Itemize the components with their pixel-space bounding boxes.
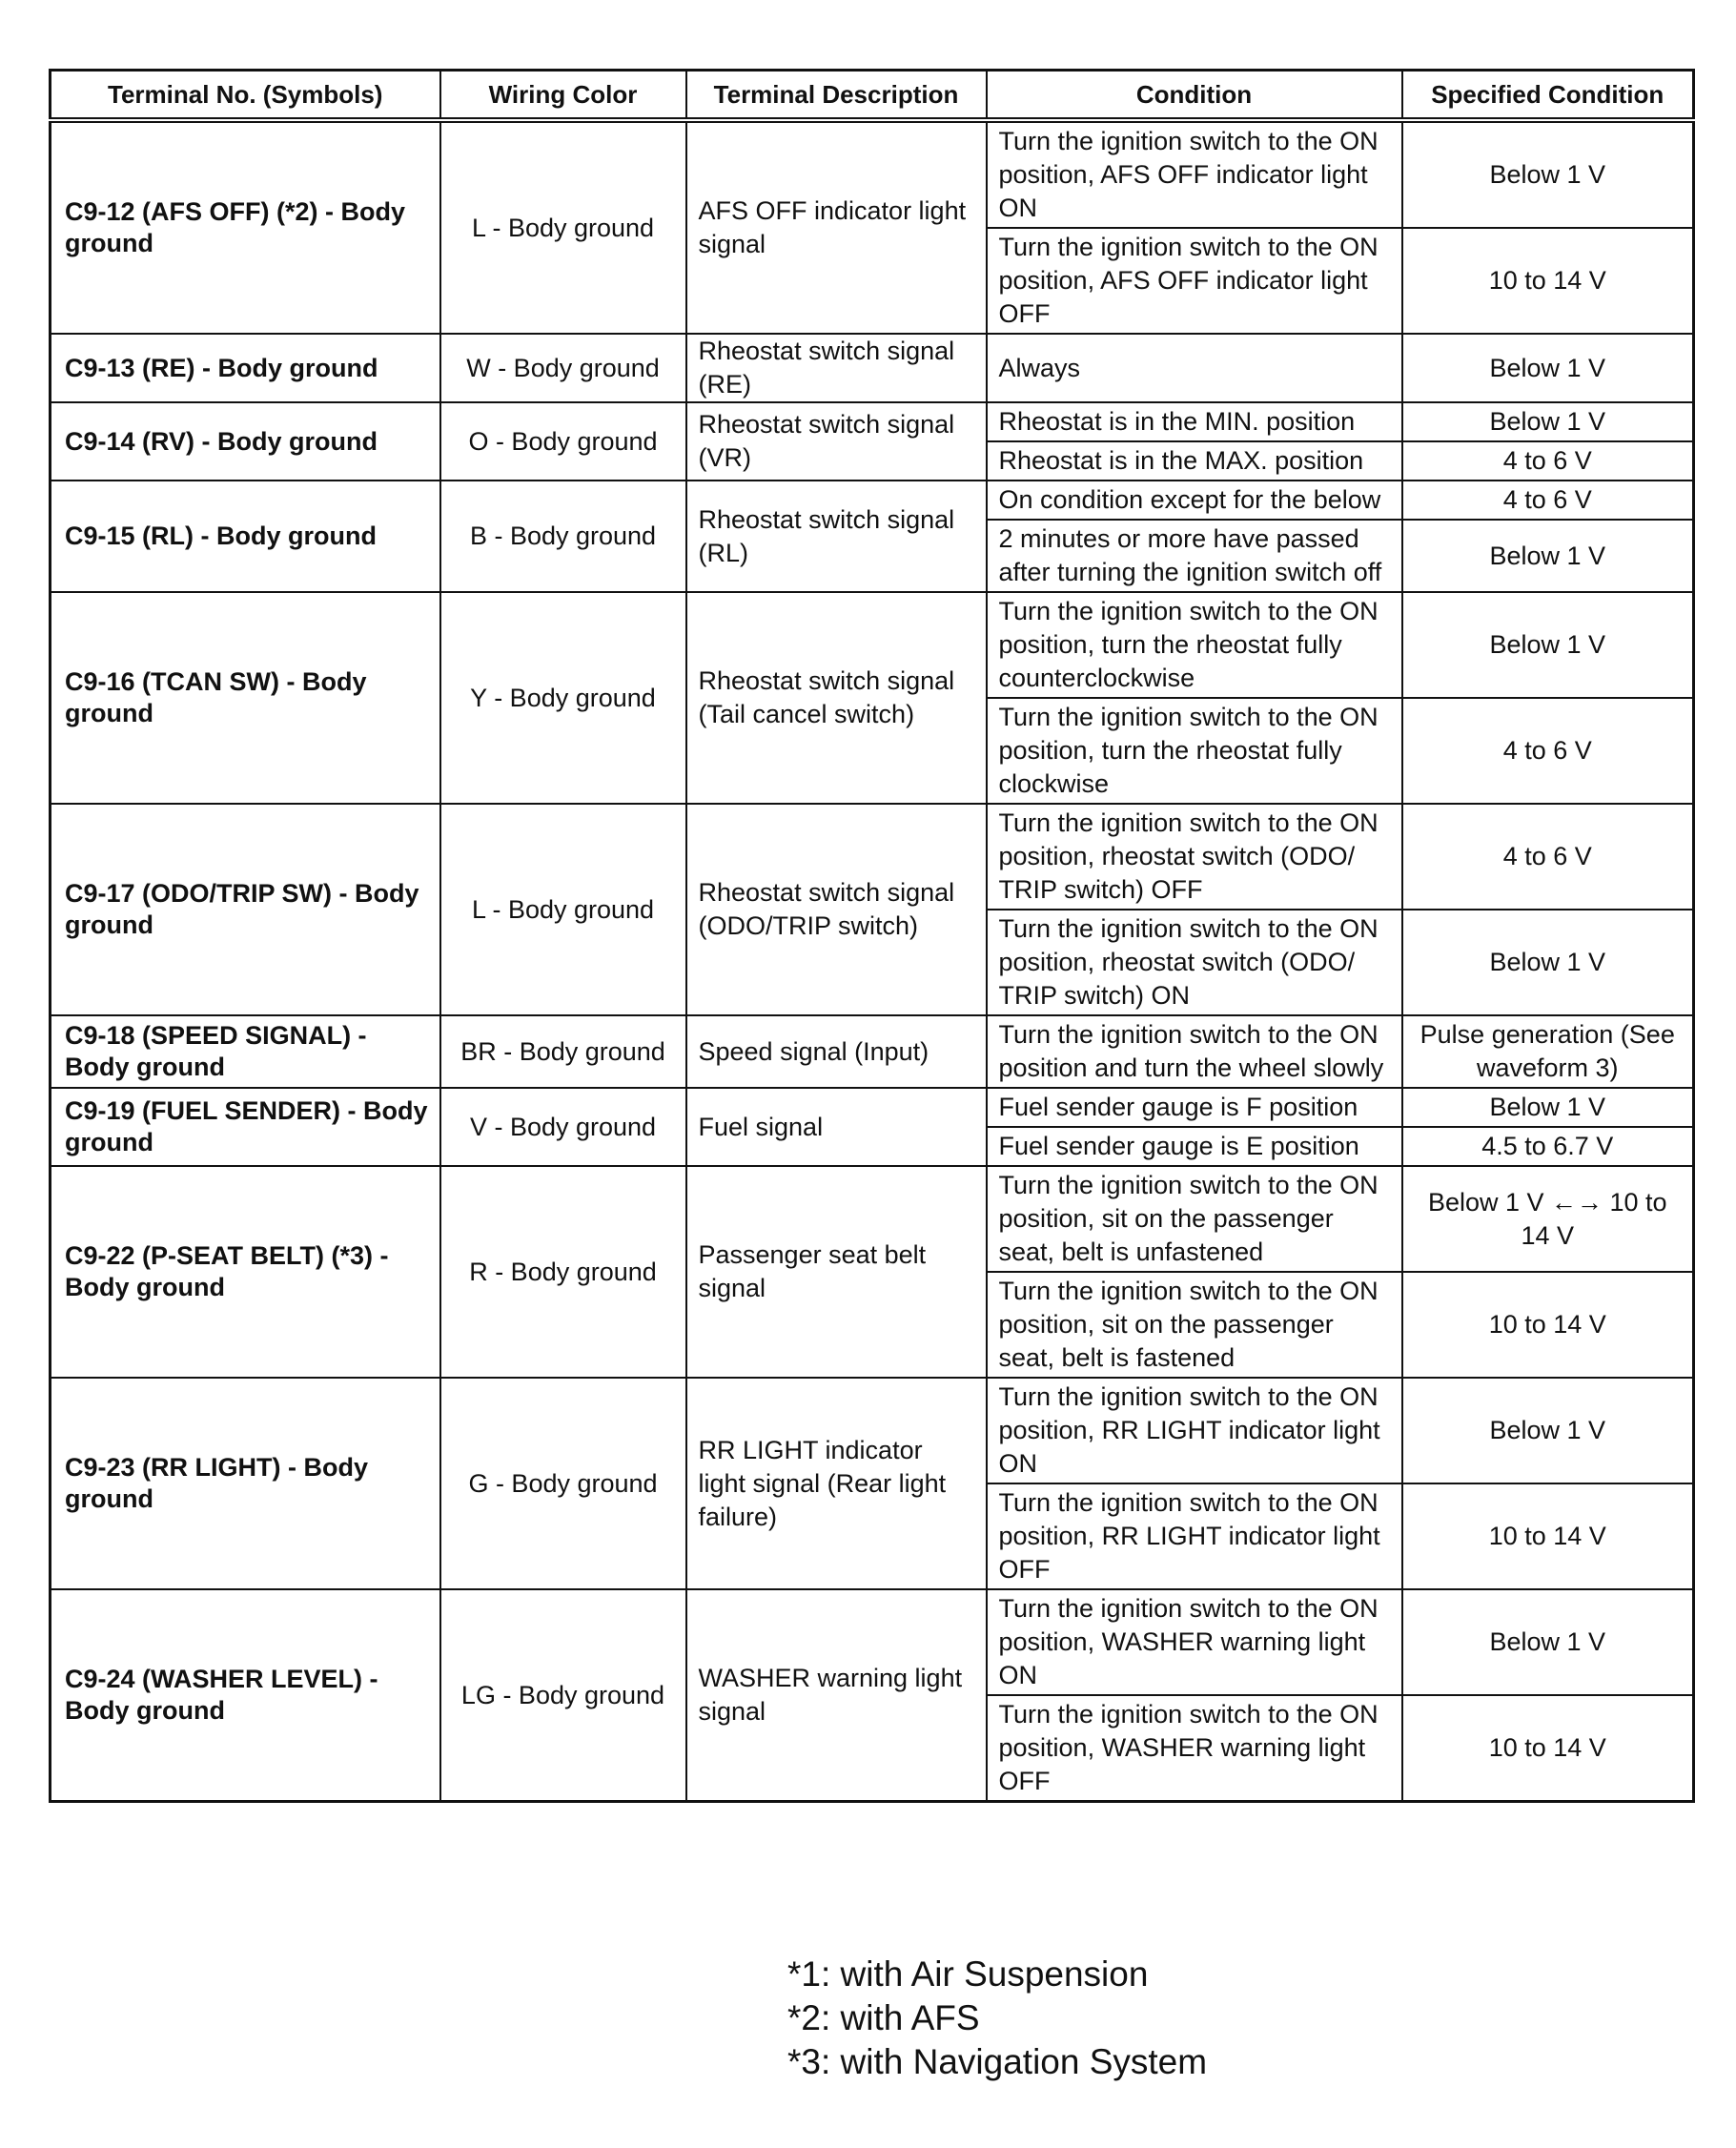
- terminal-cell: C9-22 (P-SEAT BELT) (*3) - Body ground: [51, 1166, 440, 1378]
- specified-condition-cell: 4 to 6 V: [1402, 481, 1694, 520]
- condition-cell: Turn the ignition switch to the ON position, AFS OFF indicator light OFF: [987, 228, 1402, 334]
- table-row: [51, 1166, 1694, 1272]
- table-row: [51, 1378, 1694, 1483]
- wiring-color-cell: L - Body ground: [440, 804, 686, 1015]
- condition-cell: Turn the ignition switch to the ON position, turn the rheostat fully clockwise: [987, 698, 1402, 804]
- terminal-cell: C9-14 (RV) - Body ground: [51, 402, 440, 481]
- wiring-color-cell: W - Body ground: [440, 334, 686, 402]
- condition-cell: Turn the ignition switch to the ON position, RR LIGHT indicator light ON: [987, 1378, 1402, 1483]
- terminal-cell: C9-19 (FUEL SENDER) - Body ground: [51, 1088, 440, 1166]
- wiring-color-cell: LG - Body ground: [440, 1589, 686, 1802]
- table-body: [51, 120, 1694, 1802]
- header-specified-condition: Specified Condition: [1402, 71, 1694, 121]
- condition-cell: Turn the ignition switch to the ON position, sit on the passenger seat, belt is unfastened: [987, 1166, 1402, 1272]
- condition-cell: 2 minutes or more have passed after turning the ignition switch off: [987, 520, 1402, 592]
- specified-condition-cell: Pulse generation (See waveform 3): [1402, 1015, 1694, 1088]
- header-terminal-description: Terminal Description: [686, 71, 987, 121]
- terminal-description-cell: Rheostat switch signal (RE): [686, 334, 987, 402]
- specified-condition-cell: Below 1 V: [1402, 1088, 1694, 1127]
- wiring-color-cell: R - Body ground: [440, 1166, 686, 1378]
- condition-cell: Fuel sender gauge is F position: [987, 1088, 1402, 1127]
- table-row: [51, 402, 1694, 441]
- header-condition: Condition: [987, 71, 1402, 121]
- terminal-description-cell: Rheostat switch signal (ODO/TRIP switch): [686, 804, 987, 1015]
- table-row: [51, 334, 1694, 402]
- terminal-cell: C9-13 (RE) - Body ground: [51, 334, 440, 402]
- terminal-cell: C9-15 (RL) - Body ground: [51, 481, 440, 592]
- specified-condition-cell: Below 1 V: [1402, 1378, 1694, 1483]
- terminal-description-cell: Rheostat switch signal (VR): [686, 402, 987, 481]
- wiring-color-cell: BR - Body ground: [440, 1015, 686, 1088]
- table-header-row: [51, 71, 1694, 121]
- specified-condition-cell: 10 to 14 V: [1402, 1483, 1694, 1589]
- terminal-description-cell: Speed signal (Input): [686, 1015, 987, 1088]
- wiring-color-cell: Y - Body ground: [440, 592, 686, 804]
- footnote: *3: with Navigation System: [787, 2042, 1208, 2081]
- specified-condition-cell: 10 to 14 V: [1402, 228, 1694, 334]
- wiring-color-cell: B - Body ground: [440, 481, 686, 592]
- wiring-color-cell: O - Body ground: [440, 402, 686, 481]
- footnotes: [787, 1953, 1207, 2084]
- specified-condition-cell: 10 to 14 V: [1402, 1695, 1694, 1802]
- condition-cell: Rheostat is in the MIN. position: [987, 402, 1402, 441]
- table-row: [51, 1589, 1694, 1695]
- specified-condition-cell: Below 1 V: [1402, 120, 1694, 228]
- specified-condition-cell: Below 1 V: [1402, 910, 1694, 1015]
- header-wiring-color: Wiring Color: [440, 71, 686, 121]
- condition-cell: Turn the ignition switch to the ON position, turn the rheostat fully counterclockwise: [987, 592, 1402, 698]
- specified-condition-cell: Below 1 V: [1402, 520, 1694, 592]
- specified-condition-cell: 4.5 to 6.7 V: [1402, 1127, 1694, 1166]
- specified-condition-cell: 4 to 6 V: [1402, 698, 1694, 804]
- condition-cell: On condition except for the below: [987, 481, 1402, 520]
- condition-cell: Turn the ignition switch to the ON position, WASHER warning light OFF: [987, 1695, 1402, 1802]
- terminal-description-cell: WASHER warning light signal: [686, 1589, 987, 1802]
- footnote: *1: with Air Suspension: [787, 1954, 1149, 1994]
- terminal-spec-table: [49, 69, 1695, 1803]
- wiring-color-cell: L - Body ground: [440, 120, 686, 334]
- specified-condition-cell: Below 1 V: [1402, 334, 1694, 402]
- specified-condition-cell: 4 to 6 V: [1402, 441, 1694, 481]
- table-row: [51, 1088, 1694, 1127]
- condition-cell: Turn the ignition switch to the ON position, sit on the passenger seat, belt is fastened: [987, 1272, 1402, 1378]
- specified-condition-cell: Below 1 V: [1402, 592, 1694, 698]
- condition-cell: Turn the ignition switch to the ON position, AFS OFF indicator light ON: [987, 120, 1402, 228]
- specified-condition-cell: Below 1 V: [1402, 402, 1694, 441]
- table-row: [51, 804, 1694, 910]
- table-row: [51, 481, 1694, 520]
- terminal-description-cell: AFS OFF indicator light signal: [686, 120, 987, 334]
- condition-cell: Rheostat is in the MAX. position: [987, 441, 1402, 481]
- terminal-spec-sheet: [49, 69, 1692, 1803]
- table-row: [51, 120, 1694, 228]
- terminal-cell: C9-18 (SPEED SIGNAL) - Body ground: [51, 1015, 440, 1088]
- terminal-description-cell: Rheostat switch signal (Tail cancel switch): [686, 592, 987, 804]
- table-row: [51, 1015, 1694, 1088]
- terminal-cell: C9-16 (TCAN SW) - Body ground: [51, 592, 440, 804]
- condition-cell: Turn the ignition switch to the ON position, RR LIGHT indicator light OFF: [987, 1483, 1402, 1589]
- condition-cell: Always: [987, 334, 1402, 402]
- specified-condition-cell: 4 to 6 V: [1402, 804, 1694, 910]
- specified-condition-cell: Below 1 V ←→ 10 to 14 V: [1402, 1166, 1694, 1272]
- specified-condition-cell: Below 1 V: [1402, 1589, 1694, 1695]
- condition-cell: Turn the ignition switch to the ON position, rheostat switch (ODO/ TRIP switch) OFF: [987, 804, 1402, 910]
- table-row: [51, 592, 1694, 698]
- terminal-cell: C9-17 (ODO/TRIP SW) - Body ground: [51, 804, 440, 1015]
- terminal-cell: C9-23 (RR LIGHT) - Body ground: [51, 1378, 440, 1589]
- terminal-description-cell: Passenger seat belt signal: [686, 1166, 987, 1378]
- footnote: *2: with AFS: [787, 1998, 980, 2037]
- condition-cell: Turn the ignition switch to the ON position and turn the wheel slowly: [987, 1015, 1402, 1088]
- wiring-color-cell: G - Body ground: [440, 1378, 686, 1589]
- terminal-description-cell: Fuel signal: [686, 1088, 987, 1166]
- terminal-cell: C9-24 (WASHER LEVEL) - Body ground: [51, 1589, 440, 1802]
- specified-condition-cell: 10 to 14 V: [1402, 1272, 1694, 1378]
- terminal-description-cell: RR LIGHT indicator light signal (Rear light failure): [686, 1378, 987, 1589]
- condition-cell: Turn the ignition switch to the ON position, rheostat switch (ODO/ TRIP switch) ON: [987, 910, 1402, 1015]
- header-terminal-no: Terminal No. (Symbols): [51, 71, 440, 121]
- condition-cell: Fuel sender gauge is E position: [987, 1127, 1402, 1166]
- terminal-description-cell: Rheostat switch signal (RL): [686, 481, 987, 592]
- condition-cell: Turn the ignition switch to the ON position, WASHER warning light ON: [987, 1589, 1402, 1695]
- wiring-color-cell: V - Body ground: [440, 1088, 686, 1166]
- terminal-cell: C9-12 (AFS OFF) (*2) - Body ground: [51, 120, 440, 334]
